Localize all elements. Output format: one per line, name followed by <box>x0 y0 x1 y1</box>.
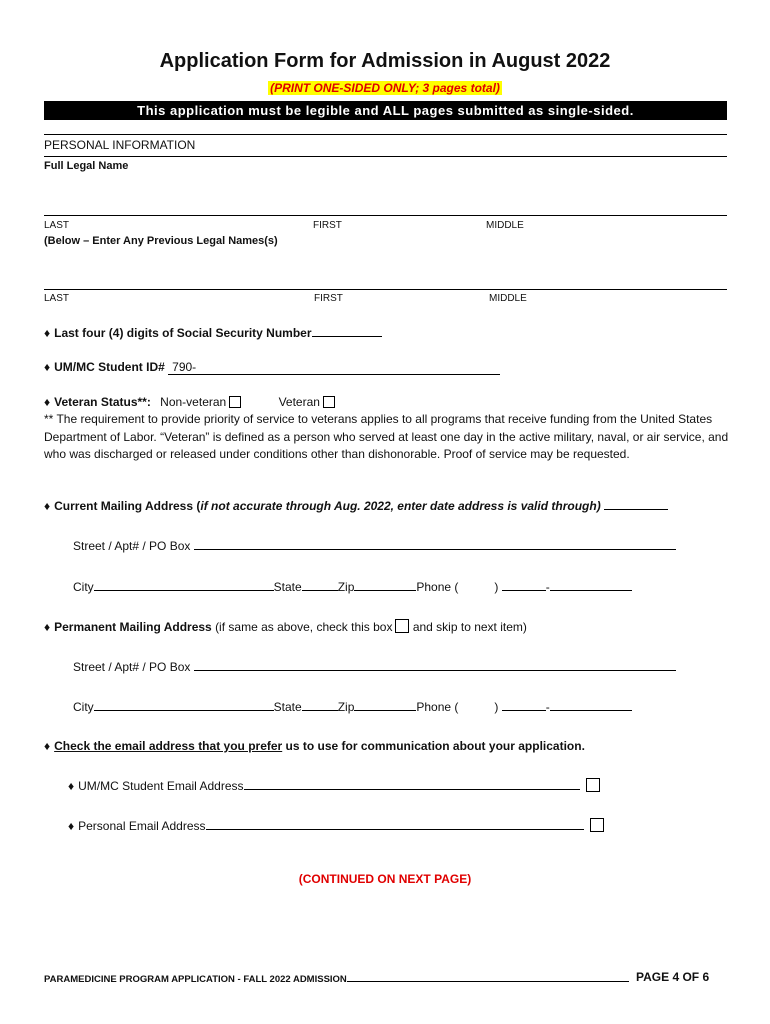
diamond-bullet-icon: ♦ <box>44 395 51 409</box>
personal-email-row <box>68 818 604 833</box>
previous-names-field[interactable] <box>44 289 727 290</box>
previous-last-name-label: LAST <box>44 293 70 304</box>
last-name-label: LAST <box>44 220 70 231</box>
non-veteran-label: Non-veteran <box>160 395 227 409</box>
student-email-label: UM/MC Student Email Address <box>78 779 244 793</box>
current-phone-label: Phone ( <box>416 580 459 594</box>
current-street-label: Street / Apt# / PO Box <box>73 539 191 553</box>
diamond-bullet-icon: ♦ <box>44 326 51 340</box>
permanent-phone-close: ) <box>494 700 499 714</box>
email-prompt-underlined: Check the email address that you prefer <box>54 739 283 753</box>
student-id-row <box>44 360 500 375</box>
divider <box>44 134 727 135</box>
middle-name-label: MIDDLE <box>486 220 524 231</box>
current-phone-line-field[interactable] <box>550 579 632 591</box>
diamond-bullet-icon: ♦ <box>44 739 51 753</box>
veteran-row <box>44 395 335 409</box>
permanent-address-note-after: and skip to next item) <box>412 620 527 634</box>
previous-middle-name-label: MIDDLE <box>489 293 527 304</box>
student-email-row <box>68 778 600 793</box>
first-name-label: FIRST <box>313 220 342 231</box>
current-city-label: City <box>73 580 94 594</box>
permanent-street-row <box>73 659 676 674</box>
veteran-note: ** The requirement to provide priority of service to veterans applies to all programs that receive funding from the United States Department of Labor. “Veteran” is defined as a person who served at least one day in the active military, naval, or air service, and who was discharged or released under conditions other than dishonorable. Proof of service may be requested. <box>44 412 729 461</box>
divider <box>44 156 727 157</box>
student-email-field[interactable] <box>244 778 580 790</box>
student-id-field[interactable] <box>168 360 500 375</box>
personal-email-checkbox[interactable] <box>590 818 604 832</box>
form-title: Application Form for Admission in August 2022 <box>159 50 611 72</box>
permanent-phone-line-field[interactable] <box>550 699 632 711</box>
full-legal-name-label: Full Legal Name <box>44 160 129 172</box>
current-city-field[interactable] <box>94 579 274 591</box>
current-phone-dash: - <box>545 580 550 594</box>
footer-program <box>44 972 629 985</box>
current-city-row <box>73 579 632 594</box>
permanent-state-field[interactable] <box>302 699 338 711</box>
address-valid-date-field[interactable] <box>604 498 668 510</box>
diamond-bullet-icon: ♦ <box>44 620 51 634</box>
ssn-field[interactable] <box>312 325 382 337</box>
veteran-status-label: Veteran Status**: <box>54 395 151 409</box>
current-street-field[interactable] <box>194 538 676 550</box>
current-street-row <box>73 538 676 553</box>
current-state-label: State <box>273 580 302 594</box>
veteran-label: Veteran <box>278 395 320 409</box>
email-prompt-row <box>44 739 585 753</box>
permanent-zip-field[interactable] <box>354 699 416 711</box>
diamond-bullet-icon: ♦ <box>68 779 75 793</box>
student-id-prefix: 790- <box>172 360 197 374</box>
print-instruction-text: (PRINT ONE-SIDED ONLY; 3 pages total) <box>270 81 500 95</box>
diamond-bullet-icon: ♦ <box>44 499 51 513</box>
permanent-street-field[interactable] <box>194 659 676 671</box>
ssn-row <box>44 325 382 340</box>
footer-page-number: PAGE 4 OF 6 <box>636 970 710 984</box>
permanent-phone-label: Phone ( <box>416 700 459 714</box>
diamond-bullet-icon: ♦ <box>44 360 51 374</box>
permanent-city-row <box>73 699 632 714</box>
veteran-checkbox[interactable] <box>323 396 335 408</box>
previous-names-label: (Below – Enter Any Previous Legal Names(s) <box>44 235 278 247</box>
permanent-address-row <box>44 619 527 634</box>
student-id-label: UM/MC Student ID# <box>54 360 165 374</box>
permanent-phone-dash: - <box>545 700 550 714</box>
current-zip-label: Zip <box>337 580 355 594</box>
footer-underline <box>347 972 629 982</box>
permanent-address-note: (if same as above, check this box <box>215 620 393 634</box>
ssn-label: Last four (4) digits of Social Security Number <box>54 326 312 340</box>
personal-email-field[interactable] <box>206 818 584 830</box>
student-email-checkbox[interactable] <box>586 778 600 792</box>
current-phone-close: ) <box>494 580 499 594</box>
permanent-address-label: Permanent Mailing Address <box>54 620 212 634</box>
permanent-city-field[interactable] <box>94 699 274 711</box>
non-veteran-checkbox[interactable] <box>229 396 241 408</box>
legibility-banner: This application must be legible and ALL pages submitted as single-sided. <box>44 101 727 120</box>
current-address-label: Current Mailing Address <box>54 499 194 513</box>
current-phone-prefix-field[interactable] <box>502 579 546 591</box>
previous-first-name-label: FIRST <box>314 293 343 304</box>
section-label: PERSONAL INFORMATION <box>44 138 196 152</box>
current-address-note: if not accurate through Aug. 2022, enter date address is valid through) <box>200 499 601 513</box>
print-instruction <box>0 79 770 97</box>
permanent-zip-label: Zip <box>337 700 355 714</box>
permanent-phone-prefix-field[interactable] <box>502 699 546 711</box>
full-legal-name-field[interactable] <box>44 215 727 216</box>
current-address-row <box>44 498 668 513</box>
permanent-city-label: City <box>73 700 94 714</box>
current-zip-field[interactable] <box>354 579 416 591</box>
email-prompt-rest: us to use for communication about your application. <box>285 739 585 753</box>
current-state-field[interactable] <box>302 579 338 591</box>
same-as-above-checkbox[interactable] <box>395 619 409 633</box>
permanent-street-label: Street / Apt# / PO Box <box>73 660 191 674</box>
footer-program-text: PARAMEDICINE PROGRAM APPLICATION - FALL 2022 ADMISSION <box>44 974 347 985</box>
permanent-state-label: State <box>273 700 302 714</box>
personal-email-label: Personal Email Address <box>78 819 206 833</box>
diamond-bullet-icon: ♦ <box>68 819 75 833</box>
current-address-paren: ( <box>196 499 201 513</box>
continued-note: (CONTINUED ON NEXT PAGE) <box>298 872 472 886</box>
